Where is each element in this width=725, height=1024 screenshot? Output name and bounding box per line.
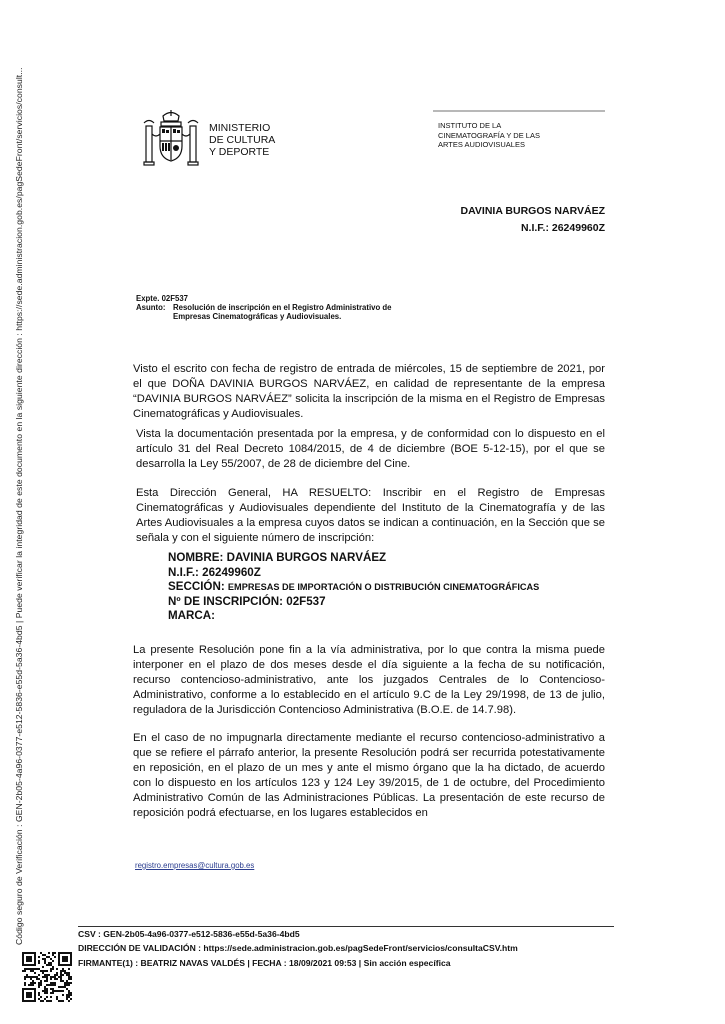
asunto-text: Resolución de inscripción en el Registro Administrativo de Empresas Cinematográficas y Audiovisuales. [173,303,392,321]
paragraph-visto: Visto el escrito con fecha de registro de entrada de miércoles, 15 de septiembre de 2021, por el que DOÑA DAVINIA BURGOS NARVÁEZ, en calidad de representante de la empresa “DAVINIA BURGOS NARVÁEZ” solicita la inscripción de la misma en el Registro de Empresas Cinematográficas y Audiovisuales. [133,363,605,420]
registration-seccion-value: EMPRESAS DE IMPORTACIÓN O DISTRIBUCIÓN CINEMATOGRÁFICAS [227,582,540,593]
recipient-nif: N.I.F.: 26249960Z [520,222,605,234]
ministry-line: MINISTERIO [209,122,271,134]
ministry-name [209,122,275,158]
footer-validation-url: DIRECCIÓN DE VALIDACIÓN : https://sede.administracion.gob.es/pagSedeFront/servicios/consultaCSV.htm [78,943,518,953]
verification-side-text: Código seguro de Verificación : GEN-2b05-4a96-0377-e512-5836-e55d-5a36-4bd5 | Puede verificar la integridad de este documento en la siguiente dirección : https://sede.administracion.gob.es/pagSedeFront/servicios/consult... [14,67,24,945]
paragraph-resuelto: Esta Dirección General, HA RESUELTO: Inscribir en el Registro de Empresas Cinematográficas y Audiovisuales dependiente del Instituto de la Cinematografía y de las Artes Audiovisuales a la empresa cuyos datos se indican a continuación, en la Sección que se señala y con el siguiente número de inscripción: [136,487,605,544]
paragraph-reposicion: En el caso de no impugnarla directamente mediante el recurso contencioso-administrativo a que se refiere el párrafo anterior, la presente Resolución podrá ser recurrida potestativamente en reposición, en el plazo de un mes y ante el mismo órgano que la ha dictado, de acuerdo con lo dispuesto en los artículos 123 y 124 Ley 39/2015, de 1 de octubre, del Procedimiento Administrativo Común de las Administraciones Públicas. La presentación de este recurso de reposición podrá efectuarse, en los lugares establecidos en [133,732,605,819]
coat-of-arms-logo [140,108,202,170]
qr-code [22,952,72,1002]
registration-seccion-label: SECCIÓN: [168,580,225,594]
recipient-name: DAVINIA BURGOS NARVÁEZ [460,205,605,217]
registration-data [168,551,539,624]
institute-divider [433,110,605,112]
registration-marca: MARCA: [168,609,216,623]
registration-inscripcion: Nº DE INSCRIPCIÓN: 02F537 [168,594,326,608]
paragraph-documentacion: Vista la documentación presentada por la empresa, y de conformidad con lo dispuesto en el artículo 31 del Real Decreto 1084/2015, de 4 de diciembre (BOE 5-12-15), por el que se desarrolla la Ley 55/2007, de 28 de diciembre del Cine. [136,428,605,470]
institute-name [438,121,540,150]
recipient-block [461,203,605,237]
registration-nif: N.I.F.: 26249960Z [168,565,261,579]
asunto-label: Asunto: [136,303,166,312]
registration-nombre: NOMBRE: DAVINIA BURGOS NARVÁEZ [168,551,387,564]
expte-number: Expte. 02F537 [136,294,189,303]
ministry-line: DE CULTURA [209,134,276,146]
institute-line: ARTES AUDIOVISUALES [438,140,525,149]
institute-line: INSTITUTO DE LA [438,121,502,130]
ministry-line: Y DEPORTE [209,146,270,158]
contact-email-link[interactable]: registro.empresas@cultura.gob.es [135,861,255,870]
paragraph-recurso: La presente Resolución pone fin a la vía administrativa, por lo que contra la misma puede interponer en el plazo de dos meses desde el día siguiente a la fecha de su notificación, recurso contencioso-administrativo, ante los juzgados Centrales de lo Contencioso-Administrativo, conforme a lo establecido en el artículo 9.C de la Ley 29/1998, de 13 de julio, reguladora de la Jurisdicción Contencioso Administrativa (B.O.E. de 14.7.98). [133,644,605,716]
footer-csv: CSV : GEN-2b05-4a96-0377-e512-5836-e55d-5a36-4bd5 [78,929,300,939]
reference-block [136,294,413,321]
institute-line: CINEMATOGRAFÍA Y DE LAS [438,130,540,140]
footer-signer: FIRMANTE(1) : BEATRIZ NAVAS VALDÉS | FECHA : 18/09/2021 09:53 | Sin acción específica [78,958,451,968]
footer-divider [78,926,614,927]
